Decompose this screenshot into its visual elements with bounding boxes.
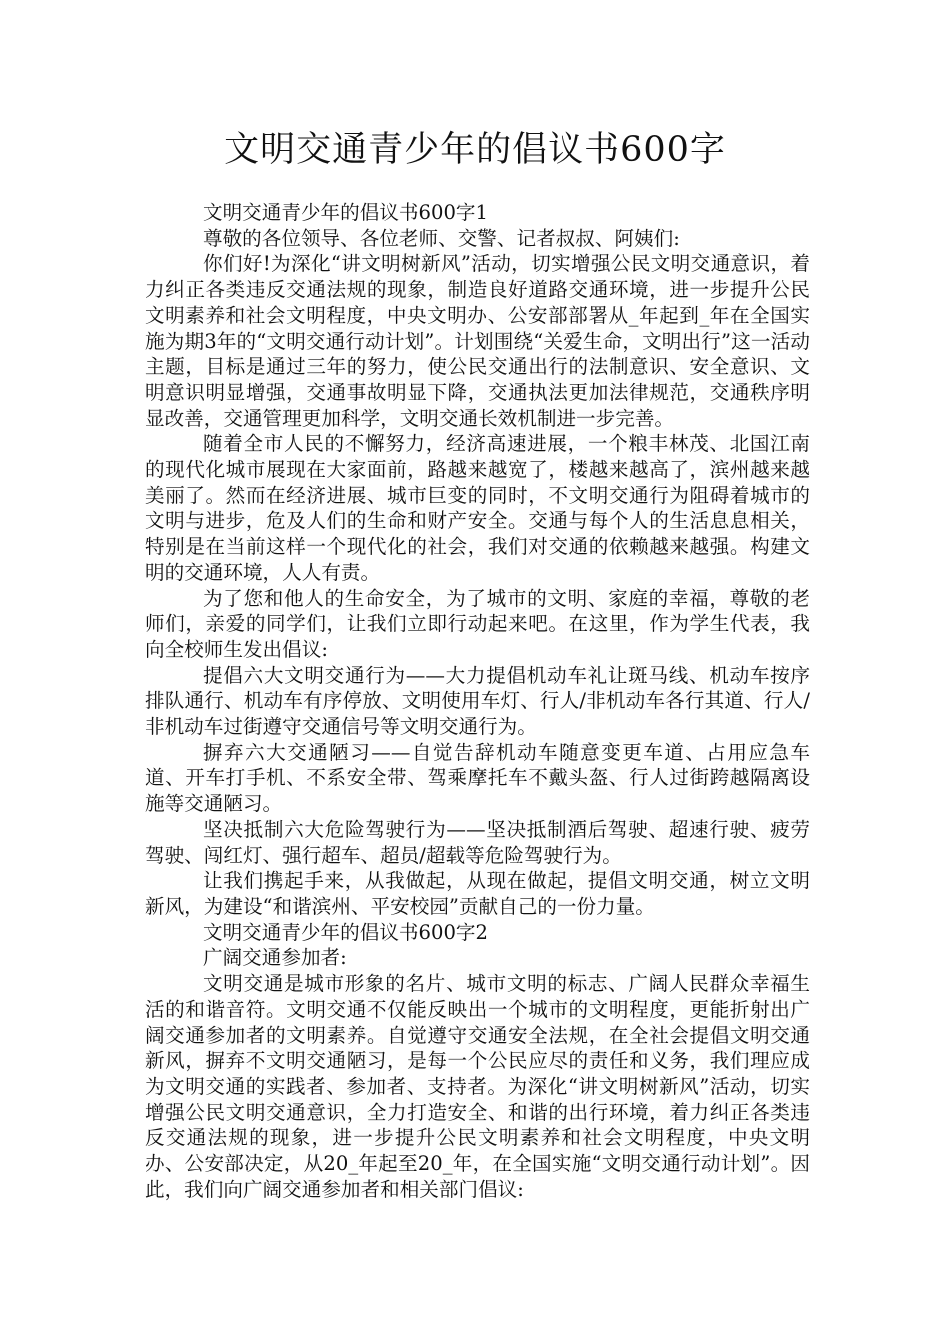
paragraph: 为了您和他人的生命安全，为了城市的文明、家庭的幸福，尊敬的老师们，亲爱的同学们，让我们立即行动起来吧。在这里，作为学生代表，我向全校师生发出倡议: [145, 586, 810, 661]
paragraph: 随着全市人民的不懈努力，经济高速进展，一个粮丰林茂、北国江南的现代化城市展现在大家面前，路越来越宽了，楼越来越高了，滨州越来越美丽了。然而在经济进展、城市巨变的同时，不文明交通行为阻碍着城市的文明与进步，危及人们的生命和财产安全。交通与每个人的生活息息相关，特别是在当前这样一个现代化的社会，我们对交通的依赖越来越强。构建文明的交通环境，人人有责。 [145, 432, 810, 584]
section-heading-1: 文明交通青少年的倡议书600字1 [203, 201, 488, 224]
paragraph: 摒弃六大交通陋习——自觉告辞机动车随意变更车道、占用应急车道、开车打手机、不系安全带、驾乘摩托车不戴头盔、行人过街跨越隔离设施等交通陋习。 [145, 740, 810, 816]
document-title: 文明交通青少年的倡议书600字 [224, 130, 726, 170]
salutation-1: 尊敬的各位领导、各位老师、交警、记者叔叔、阿姨们: [203, 226, 680, 250]
paragraph: 你们好!为深化“讲文明树新风”活动，切实增强公民文明交通意识，着力纠正各类违反交通法规的现象，制造良好道路交通环境，进一步提升公民文明素养和社会文明程度，中央文明办、公安部部署从_年起到_年在全国实施为期3年的“文明交通行动计划”。计划围绕“关爱生命，文明出行”这一活动主题，目标是通过三年的努力，使公民交通出行的法制意识、安全意识、文明意识明显增强，交通事故明显下降，交通执法更加法律规范，交通秩序明显改善，交通管理更加科学，文明交通长效机制进一步完善。 [145, 252, 810, 430]
document-body [145, 200, 810, 1202]
paragraph: 提倡六大文明交通行为——大力提倡机动车礼让斑马线、机动车按序排队通行、机动车有序停放、文明使用车灯、行人/非机动车各行其道、行人/非机动车过街遵守交通信号等文明交通行为。 [145, 663, 810, 739]
section-heading-2: 文明交通青少年的倡议书600字2 [203, 920, 488, 944]
salutation-2: 广阔交通参加者: [203, 946, 347, 970]
paragraph: 让我们携起手来，从我做起，从现在做起，提倡文明交通，树立文明新风，为建设“和谐滨州、平安校园”贡献自己的一份力量。 [145, 869, 810, 918]
paragraph: 文明交通是城市形象的名片、城市文明的标志、广阔人民群众幸福生活的和谐音符。文明交通不仅能反映出一个城市的文明程度，更能折射出广阔交通参加者的文明素养。自觉遵守交通安全法规，在全社会提倡文明交通新风，摒弃不文明交通陋习，是每一个公民应尽的责任和义务，我们理应成为文明交通的实践者、参加者、支持者。为深化“讲文明树新风”活动，切实增强公民文明交通意识，全力打造安全、和谐的出行环境，着力纠正各类违反交通法规的现象，进一步提升公民文明素养和社会文明程度，中央文明办、公安部决定，从20_年起至20_年，在全国实施“文明交通行动计划”。因此，我们向广阔交通参加者和相关部门倡议: [145, 972, 810, 1201]
paragraph: 坚决抵制六大危险驾驶行为——坚决抵制酒后驾驶、超速行驶、疲劳驾驶、闯红灯、强行超车、超员/超载等危险驾驶行为。 [145, 817, 810, 867]
